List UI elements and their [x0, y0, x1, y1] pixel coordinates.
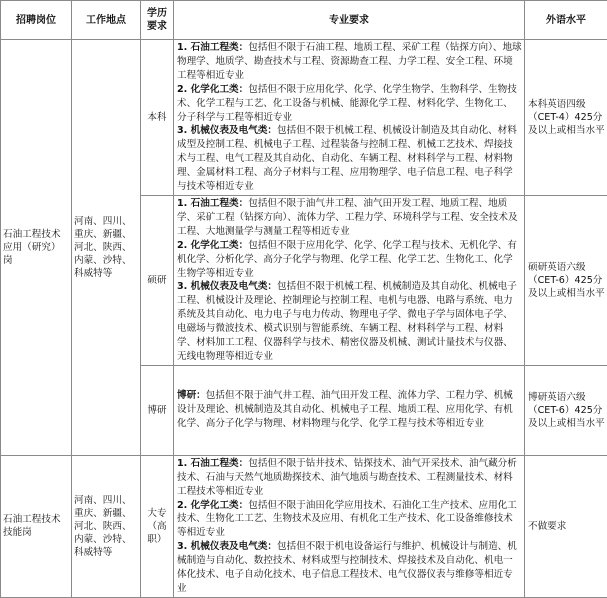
major-list: 包括但不限于机电设备运行与维护、机械设计与制造、机械制造与自动化、数控技术、材料成型与控制技术、焊接技术及自动化、机电一体化技术、电子自动化技术、电子信息工程技术、电气仪器仪表与维修等相近专业	[177, 541, 517, 594]
language-cell: 博研英语六级（CET-6）425分及以上或相当水平	[525, 365, 607, 455]
education-cell	[141, 455, 174, 597]
position-cell: 石油工程技术技能岗	[1, 455, 72, 597]
major-list: 包括但不限于机械工程、机械设计制造及其自动化、材料成型及控制工程、机械电子工程、过程装备与控制工程、机械工艺技术、焊接技术与工程、电气工程及其自动化、自动化、车辆工程、材料科学与工程、材料物理、金属材料工程、高分子材料与工程、应用物理学、电子信息工程、电子科学与技术等相近专业	[177, 125, 517, 192]
major-list: 包括但不限于油气井工程、油气田开发工程、地质工程、地质学、采矿工程（钻探方向）、流体力学、工程力学、环境科学与工程、安全技术及工程、大地测量学与测量工程等相近专业	[177, 198, 518, 237]
major-category: 3. 机械仪表及电气类：	[177, 281, 277, 292]
major-category: 3. 机械仪表及电气类：	[177, 125, 277, 136]
major-list: 包括但不限于钻井技术、钻探技术、油气开采技术、油气藏分析技术、石油与天然气地质勘探技术、油气地质与勘查技术、工程测量技术、材料工程技术等相近专业	[177, 458, 517, 497]
table-row	[1, 40, 607, 196]
major-list: 包括但不限于油气井工程、油气田开发工程、流体力学、工程力学、机械设计及理论、机械制造及其自动化、机械电子工程、地质工程、应用化学、有机化学、高分子化学与物理、材料物理与化学、化学工程与技术等相近专业	[177, 390, 513, 429]
major-item	[177, 457, 522, 499]
major-item	[177, 83, 522, 125]
header-location: 工作地点	[72, 1, 141, 40]
major-category: 2. 化学化工类：	[177, 240, 248, 251]
major-category: 1. 石油工程类：	[177, 42, 248, 53]
header-education-text: 学历 要求	[147, 8, 167, 32]
education-cell: 硕研	[141, 195, 174, 365]
location-cell: 河南、四川、重庆、新疆、河北、陕西、内蒙、沙特、科威特等	[72, 40, 141, 456]
major-category: 博研：	[177, 390, 206, 401]
education-cell: 博研	[141, 365, 174, 455]
education-cell: 本科	[141, 40, 174, 196]
language-cell: 本科英语四级（CET-4）425分及以上或相当水平	[525, 40, 607, 196]
major-item	[177, 389, 522, 431]
language-cell: 硕研英语六级（CET-6）425分及以上或相当水平	[525, 195, 607, 365]
major-cell	[174, 40, 525, 196]
header-position: 招聘岗位	[1, 1, 72, 40]
location-cell: 河南、四川、重庆、新疆、河北、陕西、内蒙、沙特、科威特等	[72, 455, 141, 597]
header-education	[141, 1, 174, 40]
major-list: 包括但不限于应用化学、化学、化学工程与技术、无机化学、有机化学、分析化学、高分子化学与物理、化学工程、化学工艺、生物化工、化学生物学等相近专业	[177, 240, 517, 279]
major-category: 2. 化学化工类：	[177, 84, 248, 95]
education-text: 大专 （高职）	[147, 508, 166, 545]
header-language: 外语水平	[525, 1, 607, 40]
language-cell: 不做要求	[525, 455, 607, 597]
major-category: 1. 石油工程类：	[177, 198, 248, 209]
header-row	[1, 1, 607, 40]
table-row	[1, 455, 607, 597]
major-list: 包括但不限于油田化学应用技术、石油化工生产技术、应用化工技术、生物化工工艺、生物技术及应用、有机化工生产技术、化工设备维修技术等相近专业	[177, 500, 517, 539]
major-list: 包括但不限于石油工程、地质工程、采矿工程（钻探方向）、地球物理学、地质学、勘查技术与工程、资源勘查工程、力学工程、安全工程、环境工程等相近专业	[177, 42, 522, 81]
major-item	[177, 239, 522, 281]
major-cell	[174, 365, 525, 455]
major-item	[177, 197, 522, 239]
major-list: 包括但不限于应用化学、化学、化学生物学、生物科学、生物技术、化学工程与工艺、化工设备与机械、能源化学工程、材料化学、生物化工、分子科学与工程等相近专业	[177, 84, 517, 123]
major-cell	[174, 455, 525, 597]
major-item	[177, 540, 522, 596]
major-list: 包括但不限于机械工程、机械制造及其自动化、机械电子工程、机械设计及理论、控制理论与控制工程、电机与电器、电路与系统、电力系统及其自动化、电力电子与电力传动、物理电子学、微电子学与固体电子学、电磁场与微波技术、模式识别与智能系统、车辆工程、材料科学与工程、材料学、材料加工工程、仪器科学与技术、精密仪器及机械、测试计量技术与仪器、无线电物理等相近专业	[177, 281, 517, 362]
major-item	[177, 124, 522, 194]
major-item	[177, 280, 522, 363]
major-cell	[174, 195, 525, 365]
header-major: 专业要求	[174, 1, 525, 40]
major-category: 2. 化学化工类：	[177, 500, 248, 511]
major-category: 3. 机械仪表及电气类：	[177, 541, 277, 552]
major-item	[177, 41, 522, 83]
major-category: 1. 石油工程类：	[177, 458, 248, 469]
major-item	[177, 499, 522, 541]
position-cell: 石油工程技术应用（研究）岗	[1, 40, 72, 456]
